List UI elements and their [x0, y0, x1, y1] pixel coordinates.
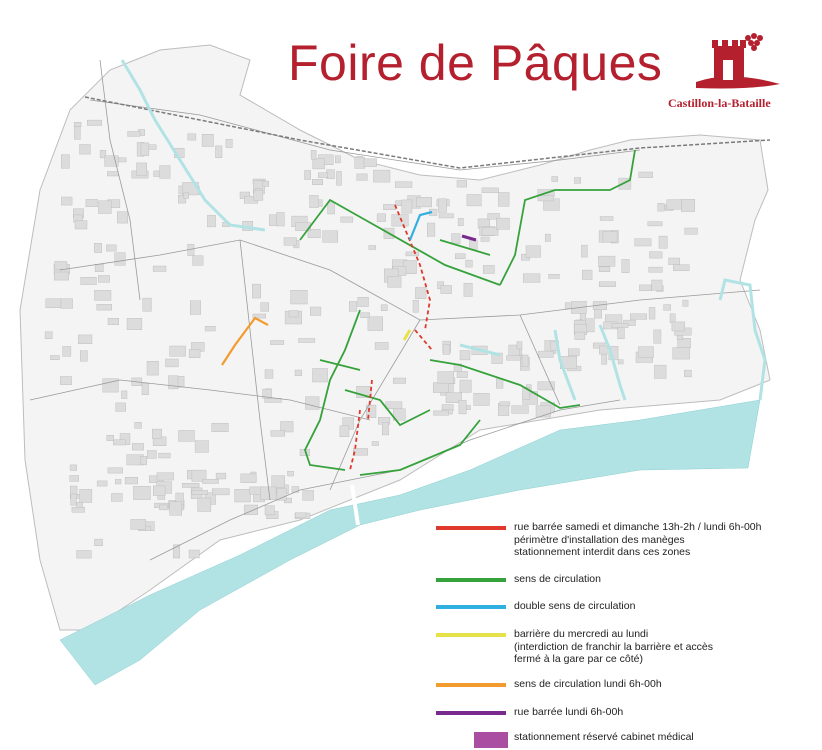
building — [157, 473, 174, 480]
building — [482, 227, 498, 235]
legend-label: sens de circulation lundi 6h-00h — [514, 678, 662, 690]
building — [459, 400, 466, 414]
building — [357, 174, 368, 181]
building — [159, 505, 167, 510]
building — [94, 243, 101, 252]
building — [312, 179, 323, 185]
building — [80, 145, 91, 155]
building — [195, 441, 208, 453]
building — [335, 156, 340, 163]
building — [373, 170, 390, 182]
building — [649, 267, 663, 272]
building — [599, 267, 610, 272]
building — [235, 489, 251, 502]
building — [457, 180, 467, 187]
building — [368, 317, 383, 331]
building — [467, 195, 481, 206]
building — [134, 486, 151, 499]
building — [341, 217, 353, 222]
building — [189, 550, 199, 558]
building — [70, 476, 79, 482]
building — [289, 311, 298, 318]
building — [650, 252, 663, 258]
building — [97, 481, 107, 486]
building — [188, 134, 196, 140]
legend-line-purple — [436, 711, 506, 715]
building — [639, 172, 653, 178]
building — [434, 411, 449, 415]
building — [271, 431, 285, 437]
building — [295, 513, 306, 518]
building — [305, 171, 311, 180]
building — [538, 196, 554, 201]
building — [71, 494, 77, 505]
building — [292, 487, 299, 493]
building — [132, 443, 143, 450]
building — [574, 178, 580, 184]
building — [340, 426, 349, 437]
legend-label: double sens de circulation — [514, 600, 636, 612]
building — [107, 172, 118, 177]
building — [216, 473, 226, 479]
building — [523, 274, 540, 283]
building — [458, 218, 463, 225]
building — [684, 370, 691, 377]
building — [500, 402, 510, 406]
building — [207, 215, 215, 227]
building — [466, 260, 473, 267]
building — [310, 307, 321, 315]
building — [54, 272, 69, 280]
building — [98, 201, 111, 214]
building — [125, 477, 138, 484]
building — [673, 348, 690, 360]
building — [474, 393, 490, 405]
building — [669, 258, 680, 265]
building — [552, 177, 558, 182]
building — [395, 182, 412, 188]
building — [72, 507, 85, 512]
building — [115, 479, 121, 484]
building — [95, 539, 103, 546]
building — [108, 318, 119, 325]
building — [111, 494, 122, 502]
legend-label: sens de circulation — [514, 573, 601, 585]
building — [303, 490, 314, 500]
building — [670, 314, 675, 323]
building — [141, 143, 149, 156]
building — [80, 351, 87, 362]
building — [382, 422, 388, 435]
building — [639, 285, 651, 291]
building — [107, 435, 114, 441]
building — [252, 284, 260, 298]
building — [226, 139, 232, 147]
building — [61, 197, 72, 205]
building — [265, 506, 274, 515]
building — [46, 299, 63, 308]
building — [386, 402, 402, 409]
building — [667, 200, 682, 210]
building — [261, 303, 269, 312]
building — [95, 290, 112, 300]
legend-label: stationnement réservé cabinet médical — [514, 731, 694, 743]
building — [216, 146, 223, 158]
building — [469, 240, 477, 249]
building — [496, 379, 503, 389]
building — [121, 391, 127, 399]
building — [622, 259, 629, 272]
building — [392, 215, 408, 227]
building — [672, 322, 685, 331]
building — [603, 232, 617, 243]
building — [375, 342, 388, 349]
building — [438, 372, 454, 384]
building — [377, 214, 386, 222]
building — [452, 234, 461, 244]
building — [254, 190, 263, 200]
building — [427, 223, 435, 236]
building — [313, 158, 325, 169]
building — [192, 490, 208, 494]
building — [538, 382, 555, 390]
building — [131, 519, 146, 529]
building — [580, 313, 586, 319]
building — [77, 551, 92, 559]
legend-label: rue barrée lundi 6h-00h — [514, 706, 624, 718]
building — [55, 262, 67, 270]
building — [311, 150, 316, 159]
building — [106, 245, 116, 251]
building — [372, 442, 379, 446]
building — [299, 339, 315, 343]
building — [203, 479, 219, 483]
building — [337, 171, 342, 185]
building — [184, 193, 189, 199]
building — [182, 483, 199, 487]
building — [413, 300, 419, 312]
building — [74, 127, 80, 140]
building — [115, 253, 125, 266]
building — [681, 199, 695, 211]
building — [457, 371, 468, 377]
building — [97, 304, 112, 310]
building — [318, 173, 328, 178]
building — [658, 203, 665, 211]
building — [639, 347, 654, 358]
building — [369, 246, 376, 250]
building — [295, 370, 302, 376]
building — [349, 302, 357, 312]
building — [526, 246, 541, 257]
building — [140, 456, 146, 464]
building — [117, 212, 127, 223]
building — [137, 163, 147, 175]
building — [388, 277, 402, 288]
building — [439, 214, 454, 218]
building — [393, 378, 406, 384]
building — [270, 341, 284, 345]
building — [545, 234, 550, 241]
building — [153, 266, 166, 272]
building — [481, 237, 489, 242]
building — [193, 256, 204, 265]
building — [61, 155, 69, 169]
building — [160, 166, 171, 179]
building — [80, 489, 92, 502]
building — [402, 200, 412, 213]
building — [441, 286, 452, 294]
building — [568, 349, 579, 356]
building — [582, 270, 592, 279]
building — [74, 122, 81, 126]
building — [87, 120, 102, 125]
building — [265, 370, 273, 379]
building — [659, 236, 667, 248]
building — [98, 276, 109, 283]
building — [75, 221, 87, 229]
building — [443, 344, 450, 354]
building — [683, 300, 688, 306]
building — [241, 474, 256, 483]
building — [565, 303, 570, 309]
building — [383, 204, 395, 209]
building — [506, 356, 522, 361]
building — [291, 290, 308, 304]
building — [142, 384, 149, 395]
building — [549, 274, 560, 278]
building — [512, 406, 529, 414]
building — [482, 188, 499, 193]
building — [127, 318, 142, 329]
building — [212, 489, 229, 495]
building — [277, 489, 286, 501]
building — [438, 199, 446, 213]
building — [147, 451, 156, 459]
building — [655, 365, 667, 378]
building — [189, 349, 200, 357]
building — [128, 132, 141, 137]
building — [284, 238, 297, 246]
building — [599, 282, 616, 287]
building — [648, 222, 663, 226]
building — [116, 403, 126, 412]
building — [113, 440, 125, 445]
building — [159, 453, 171, 458]
building — [538, 351, 553, 357]
building — [618, 360, 623, 364]
building — [205, 326, 215, 331]
building — [460, 380, 471, 392]
building — [328, 202, 335, 214]
building — [50, 356, 59, 360]
legend-label: rue barrée samedi et dimanche 13h-2h / lundi 6h-00h périmètre d'installation des manèges stationnement interdit dans ces zones — [514, 521, 762, 558]
building — [618, 326, 625, 339]
building — [310, 195, 319, 207]
building — [517, 342, 522, 349]
building — [630, 314, 647, 320]
building — [277, 213, 285, 227]
building — [272, 476, 285, 488]
building — [358, 297, 369, 306]
building — [170, 346, 186, 356]
building — [108, 468, 123, 473]
building — [95, 264, 103, 272]
building — [70, 465, 77, 471]
building — [313, 369, 328, 383]
building — [649, 307, 655, 319]
building — [63, 346, 71, 356]
building — [353, 448, 367, 455]
building — [202, 134, 213, 146]
building — [147, 361, 159, 375]
building — [190, 301, 201, 315]
building — [575, 332, 585, 340]
town-name: Castillon-la-Bataille — [668, 96, 771, 110]
building — [381, 305, 387, 311]
legend-line-blue — [436, 605, 506, 609]
legend-swatch-medical — [474, 732, 508, 748]
building — [143, 298, 152, 311]
building — [599, 346, 607, 354]
building — [153, 486, 165, 496]
building — [81, 277, 97, 284]
building — [86, 199, 98, 206]
legend-label: barrière du mercredi au lundi (interdiction de franchir la barrière et accès fermé à la gare par ce côté) — [514, 628, 714, 665]
building — [78, 335, 92, 344]
building — [581, 245, 587, 257]
building — [60, 377, 71, 385]
building — [673, 265, 689, 271]
building — [460, 351, 470, 360]
building — [306, 397, 320, 410]
building — [654, 330, 661, 343]
building — [61, 299, 73, 309]
building — [498, 193, 509, 207]
building — [464, 283, 472, 296]
building — [685, 228, 698, 234]
building — [652, 280, 663, 290]
building — [635, 239, 651, 246]
building — [612, 324, 628, 328]
building — [288, 471, 294, 476]
building — [598, 256, 615, 266]
building — [664, 305, 671, 311]
legend-line-green — [436, 578, 506, 582]
legend-line-orange — [436, 683, 506, 687]
legend-line-yellow — [436, 633, 506, 637]
building — [483, 265, 494, 273]
building — [355, 157, 365, 168]
building — [45, 332, 52, 339]
building — [455, 254, 465, 259]
building — [198, 498, 211, 512]
building — [522, 355, 528, 366]
page-title: Foire de Pâques — [288, 35, 663, 91]
building — [323, 231, 338, 243]
building — [496, 218, 509, 229]
building — [166, 359, 179, 367]
building — [364, 159, 377, 167]
building — [212, 423, 229, 432]
building — [416, 197, 431, 207]
building — [415, 288, 426, 299]
building — [169, 376, 179, 389]
building — [179, 430, 195, 441]
legend-line-red — [436, 526, 506, 530]
building — [600, 217, 613, 221]
building — [406, 252, 419, 256]
building — [170, 502, 182, 515]
building — [152, 429, 162, 438]
building — [135, 422, 142, 428]
building — [263, 181, 269, 186]
building — [433, 383, 448, 393]
building — [361, 313, 370, 318]
